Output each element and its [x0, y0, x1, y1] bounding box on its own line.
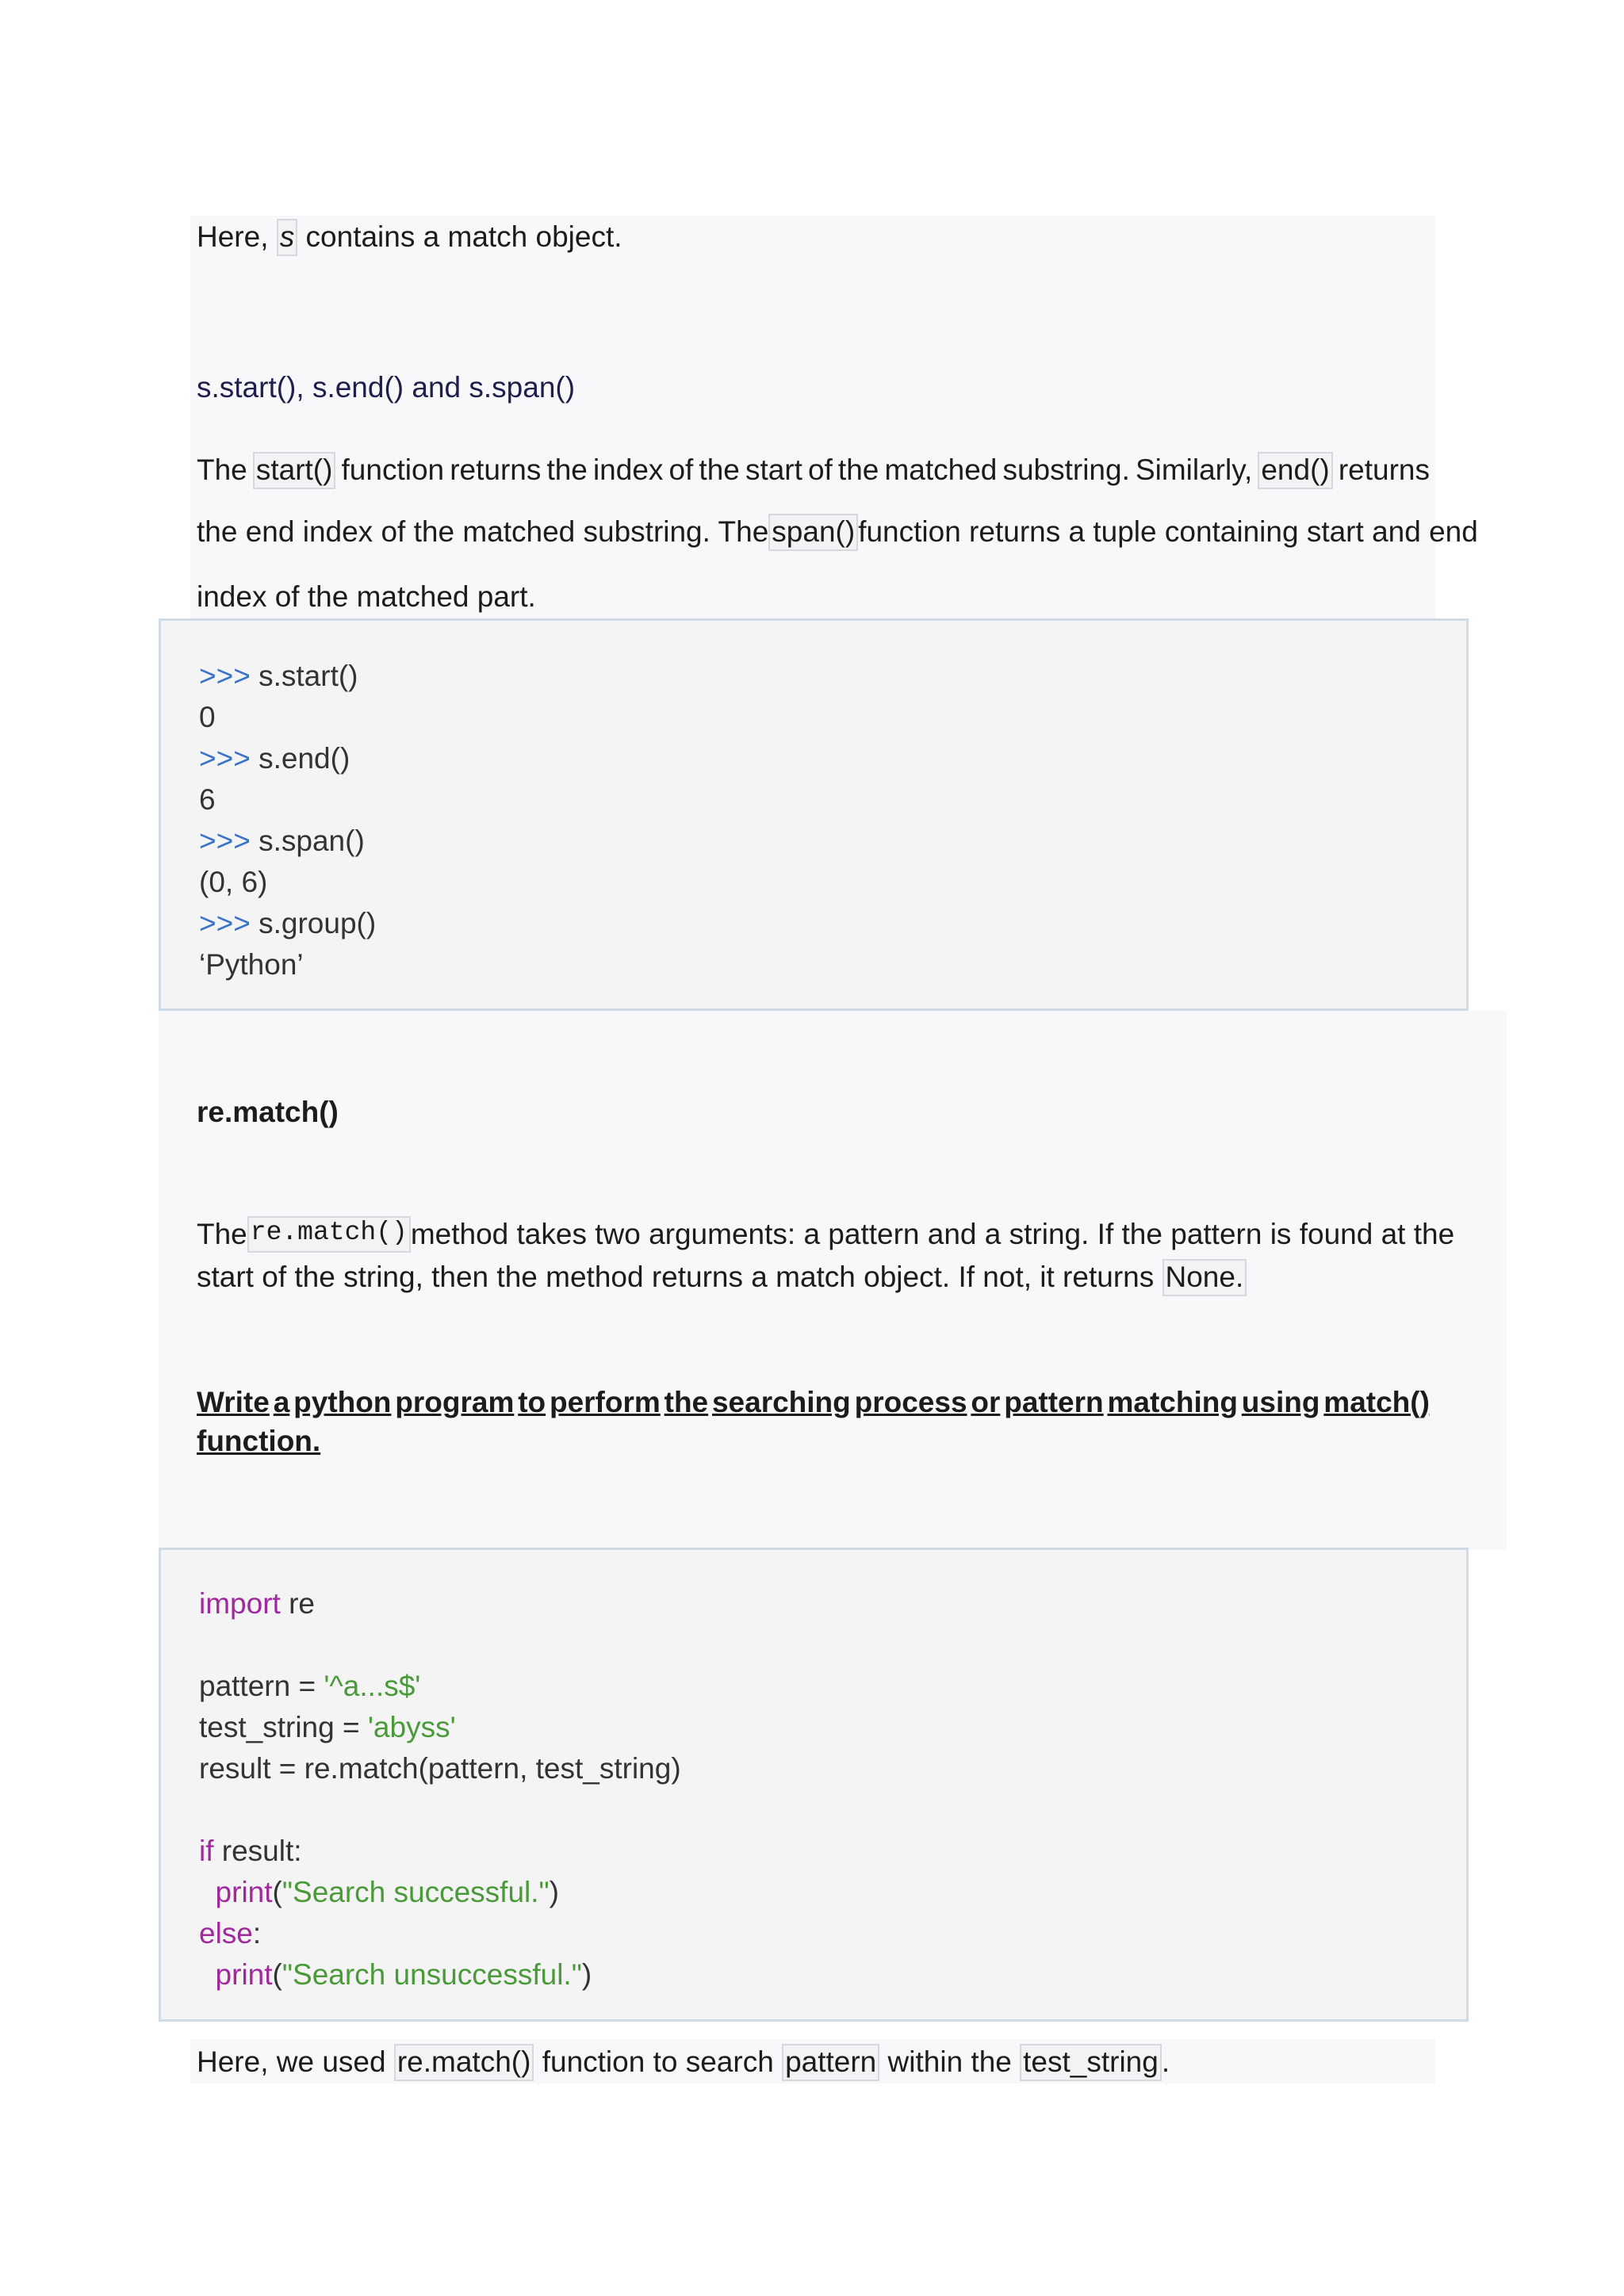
task-heading-line-2: function.: [197, 1425, 321, 1457]
code-line: >>> s.group(): [199, 907, 377, 939]
inline-code-test-string: test_string: [1020, 2044, 1162, 2081]
intro-shade: [190, 216, 1435, 620]
code-line: result = re.match(pattern, test_string): [199, 1752, 681, 1785]
inline-code-s: s: [277, 219, 298, 256]
code-line: (0, 6): [199, 866, 268, 898]
intro-line: Here, s contains a match object.: [197, 219, 622, 256]
inline-code-span: span(): [768, 514, 858, 551]
inline-code-re-match-2: re.match(): [394, 2044, 534, 2081]
code-line: pattern = '^a...s$': [199, 1670, 421, 1702]
code-line: else:: [199, 1917, 262, 1950]
inline-code-start: start(): [253, 452, 336, 489]
inline-code-re-match: re.match(): [247, 1216, 411, 1253]
code-line: import re: [199, 1587, 315, 1620]
code-line: test_string = 'abyss': [199, 1711, 456, 1743]
code-line: ‘Python’: [199, 948, 304, 981]
explanation-line-1: The start() function returns the index of the start of the matched substring. Similarly, end() returns: [197, 452, 1430, 489]
match-desc-line-2: start of the string, then the method returns a match object. If not, it returns None.: [197, 1259, 1247, 1296]
explanation-line-3: index of the matched part.: [197, 580, 536, 613]
code-line: >>> s.start(): [199, 660, 358, 692]
code-block-match-program: [159, 1548, 1469, 2022]
explanation-line-2: the end index of the matched substring. The span() function returns a tuple containing start and end: [197, 514, 1430, 551]
match-desc-line-1: The re.match() method takes two arguments: a pattern and a string. If the pattern is found at the: [197, 1216, 1430, 1253]
code-line: 0: [199, 701, 216, 733]
code-line: 6: [199, 783, 216, 816]
code-line: >>> s.span(): [199, 825, 365, 857]
code-line: >>> s.end(): [199, 742, 350, 775]
inline-code-pattern: pattern: [782, 2044, 879, 2081]
task-heading-line-1: Write a python program to perform the searching process or pattern matching using match(): [197, 1386, 1430, 1418]
code-line: print("Search successful."): [199, 1876, 559, 1908]
inline-code-end: end(): [1258, 452, 1332, 489]
code-line: print("Search unsuccessful."): [199, 1958, 592, 1991]
inline-code-none: None.: [1162, 1259, 1247, 1296]
subheading: s.start(), s.end() and s.span(): [197, 371, 576, 404]
section-heading: re.match(): [197, 1096, 339, 1128]
closing-line: Here, we used re.match() function to search pattern within the test_string .: [197, 2044, 1170, 2081]
code-line: if result:: [199, 1835, 302, 1867]
code-block-span-demo: [159, 618, 1469, 1011]
